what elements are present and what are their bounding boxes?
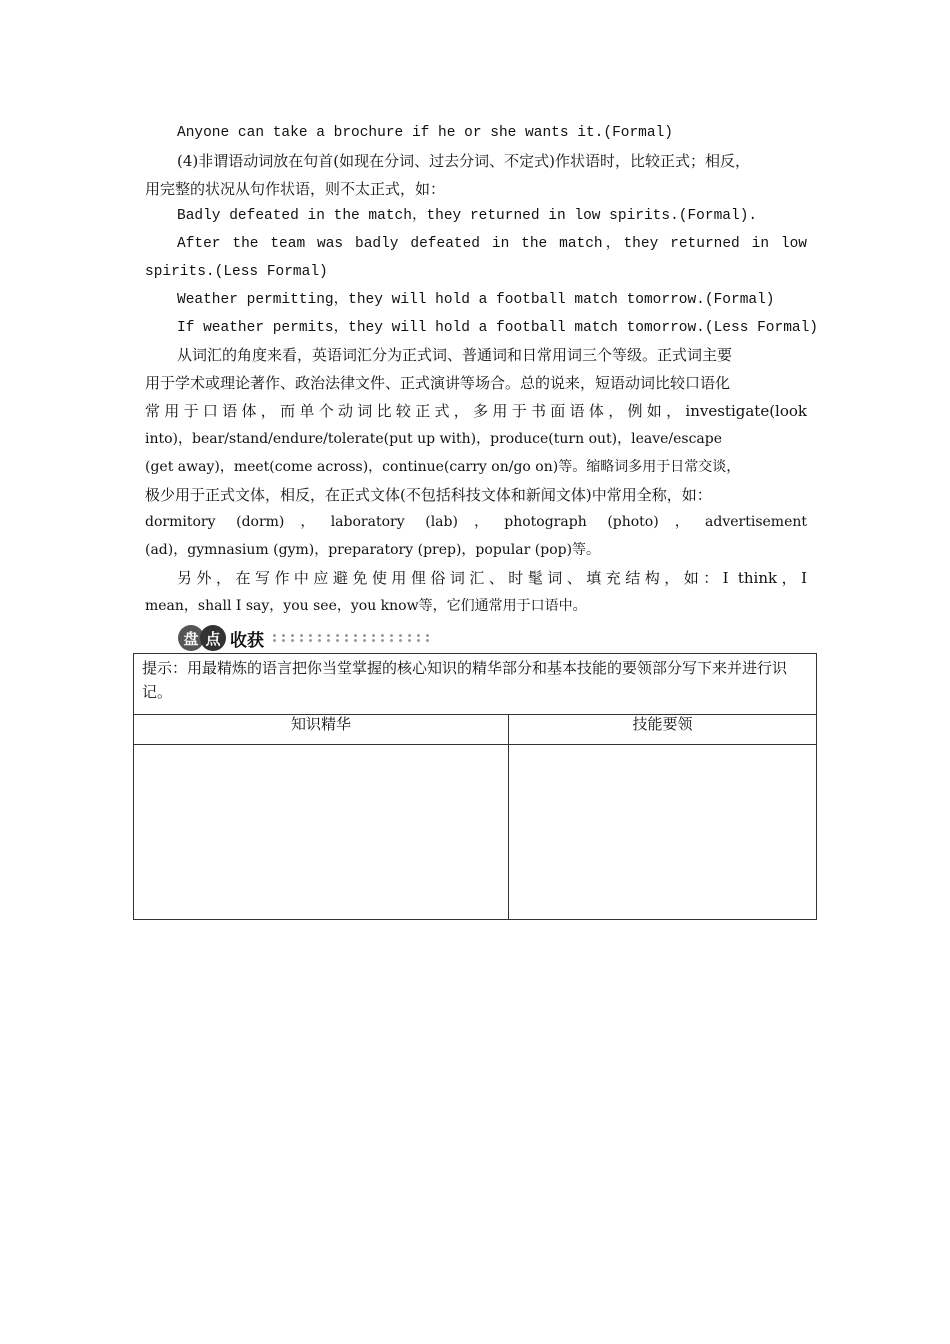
text-line: 常用于口语体，而单个动词比较正式，多用于书面语体，例如，investigate(look [145, 402, 807, 420]
knowledge-cell[interactable] [134, 745, 509, 920]
text-line: Weather permitting，they will hold a football match tomorrow.(Formal) [177, 292, 775, 308]
column-header-skills: 技能要领 [509, 715, 817, 745]
skills-cell[interactable] [509, 745, 817, 920]
text-line: 从词汇的角度来看，英语词汇分为正式词、普通词和日常用词三个等级。正式词主要 [177, 346, 733, 364]
section-badge: 盘 [178, 625, 204, 651]
text-line: spirits.(Less Formal) [145, 264, 328, 280]
summary-table [133, 653, 817, 920]
text-line: into)，bear/stand/endure/tolerate(put up with)，produce(turn out)，leave/escape [145, 431, 723, 447]
text-line: 另外，在写作中应避免使用俚俗词汇、时髦词、填充结构，如：I think，I [177, 569, 807, 587]
text-line: dormitory (dorm)，laboratory (lab)，photograph (photo)，advertisement [145, 514, 807, 530]
text-line: (4)非谓语动词放在句首(如现在分词、过去分词、不定式)作状语时，比较正式；相反， [177, 152, 750, 170]
hint-cell: 提示：用最精炼的语言把你当堂掌握的核心知识的精华部分和基本技能的要领部分写下来并进行识记。 [134, 654, 817, 715]
text-line: After the team was badly defeated in the match，they returned in low [177, 236, 807, 252]
section-badge: 点 [200, 625, 226, 651]
text-line: Badly defeated in the match，they returned in low spirits.(Formal). [177, 208, 758, 224]
text-line: 用于学术或理论著作、政治法律文件、正式演讲等场合。总的说来，短语动词比较口语化 [145, 374, 731, 392]
section-heading [178, 624, 430, 652]
text-line: mean，shall I say，you see，you know等，它们通常用于口语中。 [145, 598, 587, 614]
column-header-knowledge: 知识精华 [134, 715, 509, 745]
text-line: (ad)，gymnasium (gym)，preparatory (prep)，popular (pop)等。 [145, 542, 601, 558]
text-line: 极少用于正式文体，相反，在正式文体(不包括科技文体和新闻文体)中常用全称，如： [145, 486, 712, 504]
dotted-divider [270, 633, 430, 643]
text-line: If weather permits，they will hold a football match tomorrow.(Less Formal) [177, 320, 819, 336]
section-title: 收获 [230, 630, 264, 651]
text-line: 用完整的状况从句作状语，则不太正式，如： [145, 180, 446, 198]
text-line: (get away)，meet(come across)，continue(carry on/go on)等。缩略词多用于日常交谈， [145, 459, 741, 475]
text-line: Anyone can take a brochure if he or she wants it.(Formal) [177, 125, 673, 141]
